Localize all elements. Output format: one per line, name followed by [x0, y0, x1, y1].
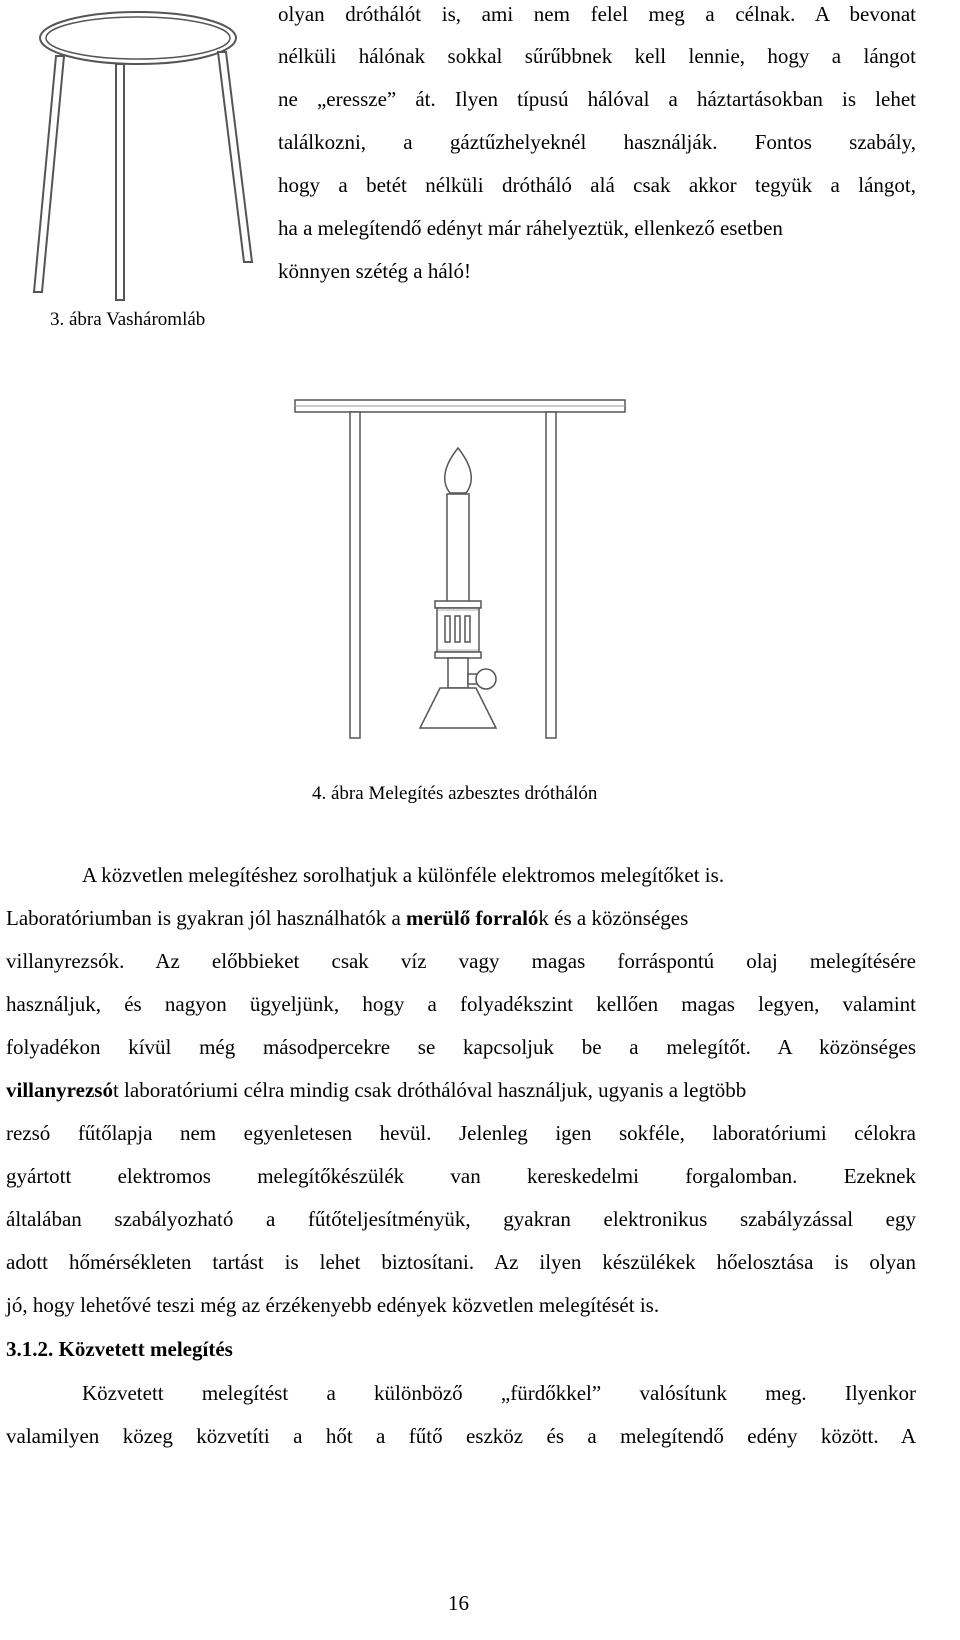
tripod-illustration — [20, 0, 270, 310]
main-line-9: általában szabályozható a fűtőteljesítményük, gyakran elektronikus szabályzással egy — [6, 1207, 916, 1231]
last-line-1: Közvetett melegítést a különböző „fürdőkkel” valósítunk meg. Ilyenkor — [82, 1381, 916, 1405]
main-line-8: gyártott elektromos melegítőkészülék van kereskedelmi forgalomban. Ezeknek — [6, 1164, 916, 1188]
main-line-2-c: k és a közönséges — [538, 906, 689, 930]
main-line-10: adott hőmérsékleten tartást is lehet biztosítani. Az ilyen készülékek hőelosztása is olyan — [6, 1250, 916, 1274]
main-line-11: jó, hogy lehetővé teszi még az érzékenyebb edények közvetlen melegítését is. — [6, 1293, 660, 1317]
top-line-1: olyan dróthálót is, ami nem felel meg a célnak. A bevonat — [278, 2, 916, 26]
last-line-2: valamilyen közeg közvetíti a hőt a fűtő eszköz és a melegítendő edény között. A — [6, 1424, 916, 1448]
top-line-5: hogy a betét nélküli drótháló alá csak akkor tegyük a lángot, — [278, 173, 916, 197]
top-line-2: nélküli hálónak sokkal sűrűbbnek kell lennie, hogy a lángot — [278, 44, 916, 68]
main-line-2 — [6, 905, 688, 931]
main-line-6-b: t laboratóriumi célra mindig csak dróthálóval használjuk, ugyanis a legtöbb — [112, 1078, 747, 1102]
figure3-caption: 3. ábra Vasháromláb — [50, 309, 206, 330]
main-line-4: használjuk, és nagyon ügyeljünk, hogy a folyadékszint kellően magas legyen, valamint — [6, 992, 916, 1016]
top-line-7: könnyen szétég a háló! — [278, 259, 472, 283]
term-hot-plate: villanyrezsó — [6, 1078, 113, 1102]
section-heading: 3.1.2. Közvetett melegítés — [6, 1337, 233, 1361]
main-line-5: folyadékon kívül még másodpercekre se kapcsoljuk be a melegítőt. A közönséges — [6, 1035, 916, 1059]
bunsen-burner-illustration — [290, 398, 630, 748]
main-line-2-a: Laboratóriumban is gyakran jól használhatók a — [6, 906, 407, 930]
figure4-caption: 4. ábra Melegítés azbesztes dróthálón — [312, 783, 598, 804]
term-immersion-heater: merülő forraló — [406, 906, 539, 930]
main-line-3: villanyrezsók. Az előbbieket csak víz vagy magas forráspontú olaj melegítésére — [6, 949, 916, 973]
page-number: 16 — [448, 1591, 469, 1615]
top-line-3: ne „eressze” át. Ilyen típusú hálóval a háztartásokban is lehet — [278, 87, 916, 111]
top-line-4: találkozni, a gáztűzhelyeknél használják. Fontos szabály, — [278, 130, 916, 154]
main-line-6 — [6, 1077, 746, 1103]
top-line-6: ha a melegítendő edényt már ráhelyeztük, ellenkező esetben — [278, 216, 783, 240]
main-line-7: rezsó fűtőlapja nem egyenletesen hevül. Jelenleg igen sokféle, laboratóriumi célokra — [6, 1121, 916, 1145]
main-line-1: A közvetlen melegítéshez sorolhatjuk a különféle elektromos melegítőket is. — [82, 863, 725, 887]
